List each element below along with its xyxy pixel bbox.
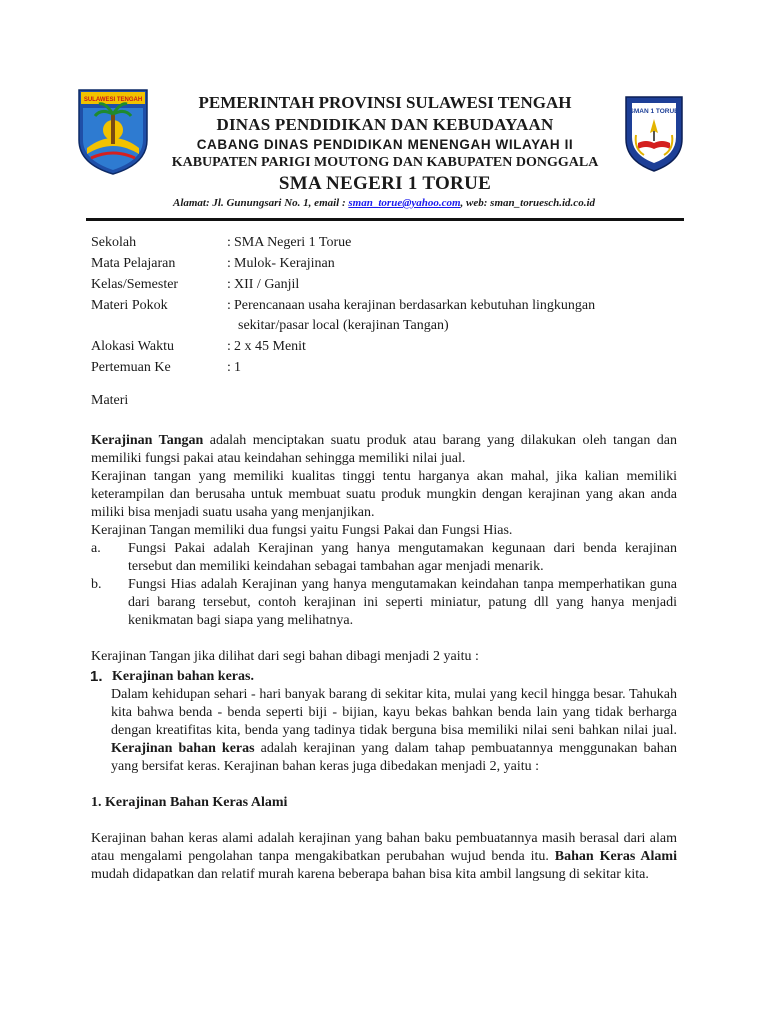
numbered-heading-text: Kerajinan bahan keras.: [112, 669, 254, 684]
lesson-info-table: [91, 232, 691, 378]
letterhead: [0, 88, 768, 218]
numbered-heading: [91, 668, 677, 686]
paragraph: Kerajinan tangan yang memiliki kualitas tinggi tentu harganya akan mahal, jika kalian memiliki keterampilan dan berusaha untuk membuat suatu produk mungkin dengan kerajinan yang akan anda miliki bisa menjadi suatu usaha yang menjanjikan.: [91, 469, 677, 520]
letterhead-title-block: [150, 94, 620, 198]
list-item-text: Fungsi Pakai adalah Kerajinan yang hanya mengutamakan kegunaan dari benda kerajinan tersebut dan memiliki keindahan sebagai tambahan agar menjadi menarik.: [128, 541, 677, 574]
info-colon: :: [227, 360, 231, 375]
list-item: [91, 540, 677, 576]
function-list: [91, 540, 677, 630]
info-value: 1: [234, 360, 241, 375]
list-item: [91, 576, 677, 630]
header-divider: [86, 218, 684, 221]
paragraph: [91, 686, 677, 776]
info-row: [91, 295, 691, 336]
materi-heading: Materi: [91, 393, 129, 408]
list-marker: b.: [91, 577, 102, 592]
info-label: Pertemuan Ke: [91, 360, 171, 375]
info-row: [91, 274, 691, 295]
subsection-heading: [91, 794, 677, 812]
list-marker: a.: [91, 541, 101, 556]
info-label: Materi Pokok: [91, 298, 168, 313]
lesson-content: [91, 392, 677, 884]
info-label: Kelas/Semester: [91, 277, 179, 292]
info-colon: :: [227, 298, 231, 313]
paragraph-text: adalah menciptakan suatu produk atau barang yang dilakukan oleh tangan dan memiliki fungsi pakai atau keindahan sehingga memiliki nilai jual.: [91, 433, 677, 466]
bold-term: Kerajinan bahan keras: [111, 741, 255, 756]
info-label: Mata Pelajaran: [91, 256, 176, 271]
info-colon: :: [227, 339, 231, 354]
info-value: Mulok- Kerajinan: [234, 256, 335, 271]
info-value-line2: sekitar/pasar local (kerajinan Tangan): [238, 318, 449, 333]
info-colon: :: [227, 256, 231, 271]
info-colon: :: [227, 235, 231, 250]
info-value: XII / Ganjil: [234, 277, 300, 292]
subsection-heading-text: 1. Kerajinan Bahan Keras Alami: [91, 795, 288, 810]
info-value: [234, 296, 595, 336]
paragraph: [91, 432, 677, 468]
info-label: Alokasi Waktu: [91, 339, 174, 354]
info-value-line1: Perencanaan usaha kerajinan berdasarkan kebutuhan lingkungan: [234, 298, 596, 313]
branch-title: CABANG DINAS PENDIDIKAN MENENGAH WILAYAH II: [196, 137, 574, 152]
info-value: 2 x 45 Menit: [234, 339, 306, 354]
school-emblem-icon: [622, 93, 686, 173]
list-item-text: Fungsi Hias adalah Kerajinan yang hanya mengutamakan keindahan tanpa memperhatikan guna dari barang tersebut, contoh kerajinan ini seperti miniatur, patung dll yang hanya menjadi kenikmatan bagi siapa yang melihatnya.: [128, 577, 677, 628]
paragraph: Kerajinan Tangan memiliki dua fungsi yaitu Fungsi Pakai dan Fungsi Hias.: [91, 523, 513, 538]
government-title: PEMERINTAH PROVINSI SULAWESI TENGAH: [198, 93, 572, 112]
info-row: [91, 357, 691, 378]
bold-term: Kerajinan Tangan: [91, 433, 204, 448]
paragraph: [91, 830, 677, 884]
province-emblem-icon: [77, 88, 149, 176]
school-name: SMA NEGERI 1 TORUE: [278, 172, 492, 194]
paragraph-text: Dalam kehidupan sehari - hari banyak barang di sekitar kita, mulai yang kecil hingga besar. Tahukah kita bahwa benda - benda seperti biji - bijian, kayu bekas bahkan benda lain yang tidak berharga dengan kreatifitas kita, benda yang tadinya tidak berguna bisa memiliki nilai seni bahkan nilai jual.: [111, 687, 677, 738]
info-row: [91, 253, 691, 274]
school-address: [100, 197, 668, 209]
paragraph-text: Kerajinan bahan keras alami adalah kerajinan yang bahan baku pembuatannya masih berasal dari alam atau mengalami pengolahan tanpa mengakibatkan perubahan wujud benda itu.: [91, 831, 677, 864]
paragraph-text: mudah didapatkan dan relatif murah karena beberapa bahan bisa kita ambil langsung di sekitar kita.: [91, 867, 649, 882]
info-colon: :: [227, 277, 231, 292]
logo-left-text: SULAWESI TENGAH: [83, 97, 143, 103]
bold-term: Bahan Keras Alami: [554, 849, 677, 864]
email-link[interactable]: sman_torue@yahoo.com: [348, 197, 461, 209]
info-value: SMA Negeri 1 Torue: [234, 235, 352, 250]
number-marker: 1.: [90, 668, 103, 685]
address-prefix: Alamat: Jl. Gunungsari No. 1, email :: [172, 197, 349, 209]
paragraph-text: adalah kerajinan yang dalam tahap pembuatannya menggunakan bahan yang bersifat keras. Kerajinan bahan keras juga dibedakan menjadi 2, yaitu :: [111, 741, 677, 774]
logo-right-text: SMAN 1 TORUE: [629, 108, 679, 115]
department-title: DINAS PENDIDIKAN DAN KEBUDAYAAN: [216, 115, 554, 134]
regency-title: KABUPATEN PARIGI MOUTONG DAN KABUPATEN DONGGALA: [171, 154, 599, 170]
info-row: [91, 232, 691, 253]
paragraph: Kerajinan Tangan jika dilihat dari segi bahan dibagi menjadi 2 yaitu :: [91, 649, 479, 664]
address-suffix: , web: sman_toruesch.id.co.id: [460, 197, 595, 209]
info-row: [91, 336, 691, 357]
info-label: Sekolah: [91, 235, 137, 250]
